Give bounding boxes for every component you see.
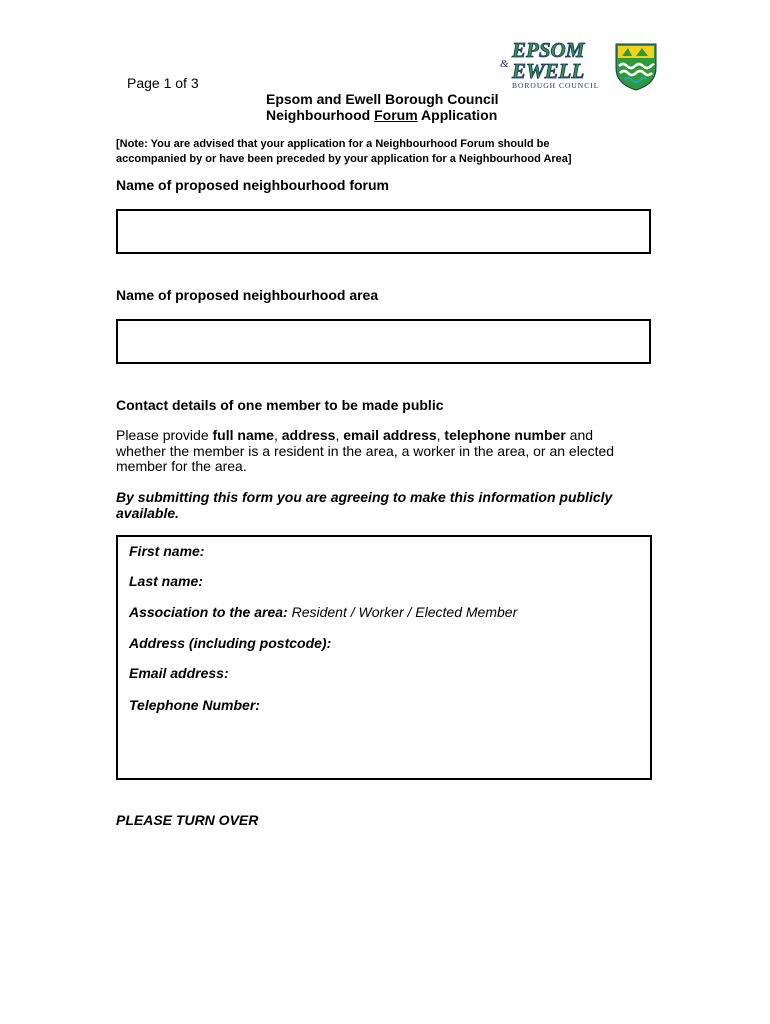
association-row — [129, 604, 517, 620]
logo-ampersand-text: & — [500, 58, 509, 70]
forum-name-field[interactable] — [116, 209, 651, 254]
association-label: Association to the area: — [129, 604, 288, 620]
last-name-label: Last name: — [129, 573, 203, 589]
page-number: Page 1 of 3 — [127, 75, 199, 91]
text-bold: telephone number — [444, 427, 566, 443]
note-text — [116, 137, 656, 167]
publicity-warning — [116, 490, 656, 521]
logo-ewell-text: EWELL — [512, 59, 585, 83]
instructions-line — [116, 428, 656, 444]
text-part: Please provide — [116, 427, 213, 443]
please-turn-over: PLEASE TURN OVER — [116, 812, 259, 828]
address-label: Address (including postcode): — [129, 635, 332, 651]
warning-line: By submitting this form you are agreeing to make this information publicly — [116, 489, 613, 505]
text-bold: address — [281, 427, 336, 443]
note-line: accompanied by or have been preceded by your application for a Neighbourhood Area] — [116, 153, 572, 165]
text-part: , — [273, 427, 282, 443]
first-name-label: First name: — [129, 543, 205, 559]
area-name-field[interactable] — [116, 319, 651, 364]
text-part: and — [565, 427, 594, 443]
logo-epsom-text: EPSOM — [512, 40, 585, 62]
telephone-label: Telephone Number: — [129, 697, 260, 713]
contact-details-box[interactable] — [116, 535, 652, 780]
note-line: [Note: You are advised that your application for a Neighbourhood Forum should be — [116, 138, 550, 150]
association-options: Resident / Worker / Elected Member — [291, 604, 518, 620]
coat-of-arms-icon — [616, 44, 656, 90]
email-label: Email address: — [129, 665, 229, 681]
text-bold: full name — [212, 427, 274, 443]
area-name-label: Name of proposed neighbourhood area — [116, 287, 379, 303]
text-part: , — [335, 427, 344, 443]
instructions-line: member for the area. — [116, 458, 247, 474]
council-logo — [498, 40, 660, 92]
page-subtitle — [266, 107, 497, 123]
warning-line: available. — [116, 504, 180, 521]
text-part: , — [436, 427, 445, 443]
contact-heading: Contact details of one member to be made public — [116, 397, 444, 413]
instructions-line: whether the member is a resident in the area, a worker in the area, or an elected — [116, 442, 615, 459]
subtitle-part: Application — [417, 107, 498, 123]
page-title: Epsom and Ewell Borough Council — [266, 91, 499, 107]
text-bold: email address — [343, 427, 437, 443]
contact-instructions — [116, 428, 656, 475]
forum-name-label: Name of proposed neighbourhood forum — [116, 177, 389, 193]
subtitle-forum-underlined: Forum — [374, 107, 418, 123]
subtitle-part: Neighbourhood — [266, 107, 375, 123]
logo-borough-council-text: BOROUGH COUNCIL — [512, 81, 600, 90]
